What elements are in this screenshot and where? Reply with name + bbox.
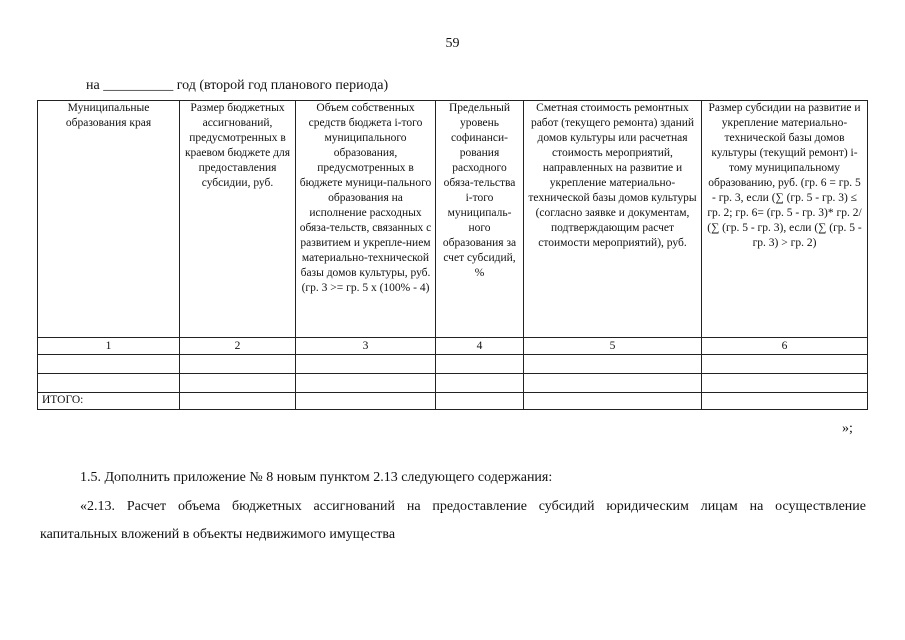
header-own-funds: Объем собственных средств бюджета i-того муниципального образования, предусмотренных в бюджете муници-пального образования на исполнение расходных обяза-тельств, связанных с развитием и укрепле-нием материально-технической базы домов культуры, руб. (гр. 3 >= гр. 5 х (100% - 4) bbox=[296, 101, 436, 338]
table-cell bbox=[436, 355, 524, 374]
paragraph-amendment: 1.5. Дополнить приложение № 8 новым пунктом 2.13 следующего содержания: bbox=[80, 470, 553, 485]
total-label: ИТОГО: bbox=[38, 393, 180, 410]
table-caption: на __________ год (второй год планового периода) bbox=[86, 78, 389, 93]
column-number: 3 bbox=[296, 338, 436, 355]
header-subsidy-amount: Размер субсидии на развитие и укрепление материально-технической базы домов культуры (текущий ремонт) i-тому муниципальному образованию, руб. (гр. 6 = гр. 5 - гр. 3, если (∑ (гр. 5 - гр. 3) ≤ гр. 2; гр. 6= (гр. 5 - гр. 3)* гр. 2/ (∑ (гр. 5 - гр. 3), если (∑ (гр. 5 - гр. 3) > гр. 2) bbox=[702, 101, 868, 338]
budget-table bbox=[37, 100, 868, 410]
column-number: 1 bbox=[38, 338, 180, 355]
table-cell bbox=[180, 393, 296, 410]
header-cofinancing-level: Предельный уровень софинанси-рования расходного обяза-тельства i-того муниципаль-ного образования за счет субсидий, % bbox=[436, 101, 524, 338]
column-number: 5 bbox=[524, 338, 702, 355]
table-cell bbox=[702, 355, 868, 374]
table-cell bbox=[524, 355, 702, 374]
column-number: 6 bbox=[702, 338, 868, 355]
column-number: 2 bbox=[180, 338, 296, 355]
table-cell bbox=[180, 355, 296, 374]
header-estimated-cost: Сметная стоимость ремонтных работ (текущего ремонта) зданий домов культуры или расчетная стоимость мероприятий, направленных на развитие и укрепление материально-технической базы домов культуры (согласно заявке и документам, подтверждающим расчет стоимости мероприятий), руб. bbox=[524, 101, 702, 338]
table-row bbox=[38, 374, 868, 393]
header-municipalities: Муниципальные образования края bbox=[38, 101, 180, 338]
table-cell bbox=[524, 393, 702, 410]
total-row bbox=[38, 393, 868, 410]
paragraph-section-heading: «2.13. Расчет объема бюджетных ассигнований на предоставление субсидий юридическим лицам на осуществление bbox=[80, 499, 866, 514]
paragraph-section-heading-continued: капитальных вложений в объекты недвижимого имущества bbox=[40, 527, 396, 542]
table-cell bbox=[524, 374, 702, 393]
table-row bbox=[38, 355, 868, 374]
table-cell bbox=[702, 393, 868, 410]
table-cell bbox=[180, 374, 296, 393]
table-cell bbox=[296, 393, 436, 410]
page-number: 59 bbox=[445, 36, 460, 51]
table-cell bbox=[296, 374, 436, 393]
table-cell bbox=[436, 393, 524, 410]
header-budget-allocations: Размер бюджетных ассигнований, предусмотренных в краевом бюджете для предоставления субсидии, руб. bbox=[180, 101, 296, 338]
table-header-row bbox=[38, 101, 868, 338]
table-cell bbox=[702, 374, 868, 393]
table-cell bbox=[296, 355, 436, 374]
table-cell bbox=[38, 355, 180, 374]
table-cell bbox=[436, 374, 524, 393]
table-cell bbox=[38, 374, 180, 393]
column-number: 4 bbox=[436, 338, 524, 355]
closing-quote-mark: »; bbox=[842, 421, 853, 436]
column-number-row bbox=[38, 338, 868, 355]
